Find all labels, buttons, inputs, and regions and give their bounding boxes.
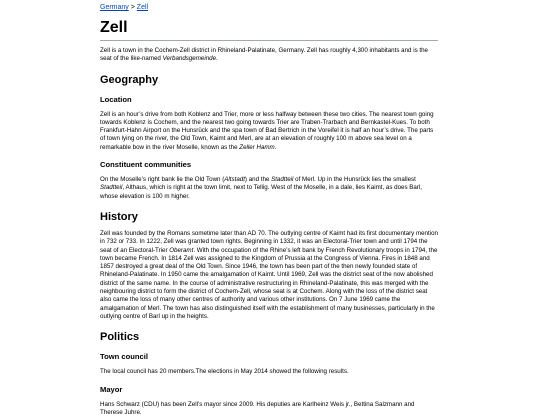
breadcrumb-link-zell[interactable]: Zell [136,4,149,11]
communities-paragraph: On the Moselle’s right bank lie the Old Town (Altstadt) and the Stadtteil of Merl. Up in the Hunsrück lies the smallest Stadtteil, Althaus, which is right at the town limit, next to Tellig. West of the Moselle, in a dale, lies Kaimt, as does Barl, whose elevation is 100 m higher. [100,176,423,200]
breadcrumb-separator: > [130,4,135,11]
article [100,0,438,417]
history-paragraph: Zell was founded by the Romans sometime later than AD 70. The outlying centre of Kaimt had its first documentary mention in 732 or 733. In 1222, Zell was granted town rights. Beginning in 1332, it was an Electoral-Trier town and until 1794 the seat of an Electoral-Trier Oberamt. With the occupation of the Rhine’s left bank by French Revolutionary troops in 1794, the town became French. In 1814 Zell was assigned to the Kingdom of Prussia at the Congress of Vienna. Fires in 1848 and 1857 destroyed a great deal of the Old Town. Since 1946, the town has been part of the then newly founded state of Rhineland-Palatinate. In 1950 came the amalgamation of Kaimt. Until 1969, Zell was the district seat of the now abolished district of the same name. In the course of administrative restructuring in Rhineland-Palatinate, this was merged with the neighbouring district to form the district of Cochem-Zell, whose seat is at Cochem. Along with the loss of the district seat also came the loss of many other centres of authority and various other institutions. On 7 June 1969 came the amalgamation of Merl. The town has also distinguished itself with the establishment of many businesses, particularly in the outlying centre of Barl up in the heights. [100,229,438,320]
intro-paragraph: Zell is a town in the Cochem-Zell district in Rhineland-Palatinate, Germany. Zell has roughly 4,300 inhabitants and is the seat of the like-named Verbandsgemeinde. [100,47,428,63]
town-council-paragraph: The local council has 20 members.The elections in May 2014 showed the following results. [100,368,349,376]
location-paragraph: Zell is an hour’s drive from both Koblenz and Trier, more or less halfway between these two cities. The nearest town going towards Koblenz is Cochem, and the nearest two going towards Trier are Traben-Trarbach and Bernkastel-Kues. To both Frankfurt-Hahn Airport on the Hunsrück and the spa town of Bad Bertrich in the Voreifel it is half an hour’s drive. The parts of town lying on the river, the Old Town, Kaimt and Merl, are at an elevation of roughly 100 m above sea level on a remarkable bow in the river Moselle, known as the Zeller Hamm. [100,110,434,151]
heading-mayor: Mayor [100,384,123,394]
breadcrumb [100,3,438,12]
breadcrumb-link-germany[interactable]: Germany [100,4,129,11]
heading-town-council: Town council [100,352,148,362]
heading-politics: Politics [100,331,140,344]
mayor-paragraph: Hans Schwarz (CDU) has been Zell’s mayor since 2009. His deputies are Karlheinz Weis jr., Bettina Salzmann and Therese Juhre. [100,400,415,416]
page-title: Zell [100,18,438,41]
heading-history: History [100,210,138,223]
heading-location: Location [100,94,132,104]
heading-constituent-communities: Constituent communities [100,160,192,170]
heading-geography: Geography [100,73,159,86]
